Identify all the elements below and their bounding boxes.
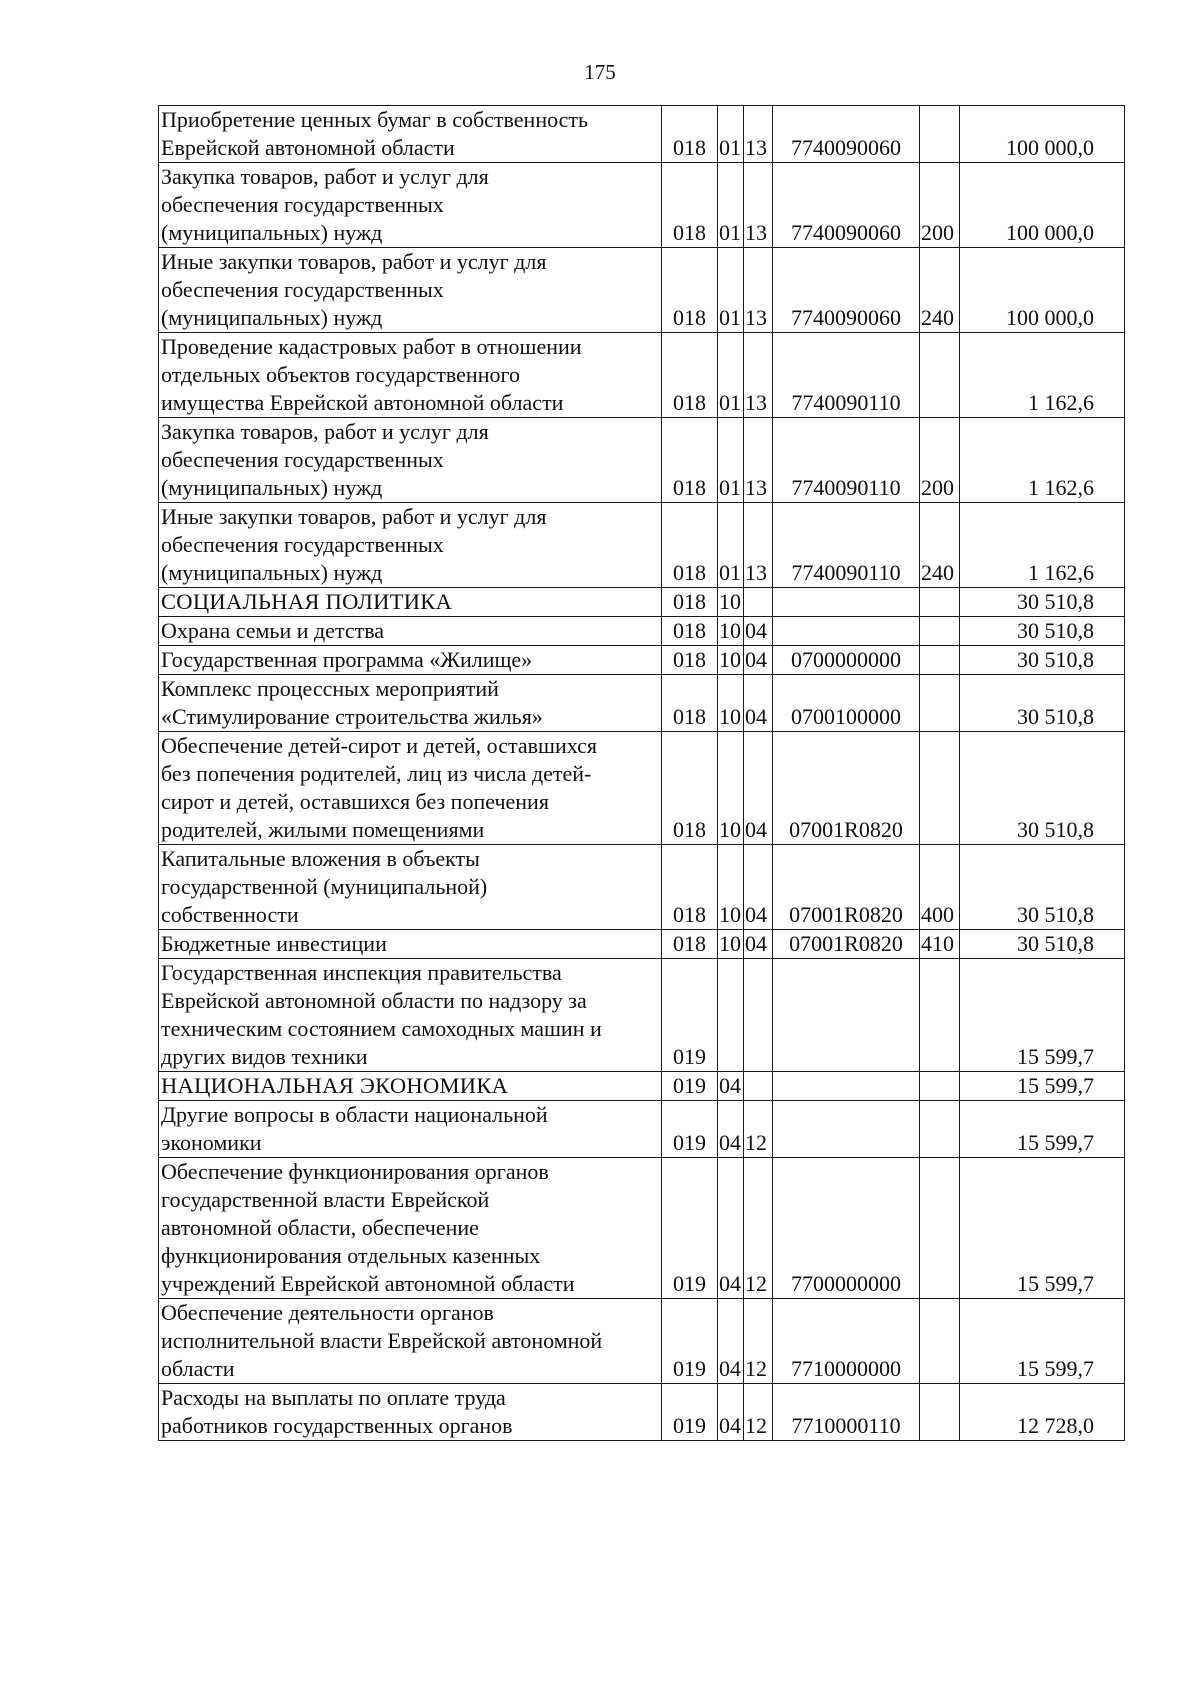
target-article-code-cell: 0700000000: [773, 646, 920, 675]
section-code-cell: 01: [718, 106, 744, 163]
amount-cell: 15 599,7: [960, 1158, 1125, 1299]
row-name-cell: Бюджетные инвестиции: [159, 930, 662, 959]
section-code-cell: 01: [718, 418, 744, 503]
row-name-cell: Обеспечение функционирования органов государственной власти Еврейской автономной области, обеспечение функционирования отдельных казенных учреждений Еврейской автономной области: [159, 1158, 662, 1299]
table-row: [159, 930, 1125, 959]
amount-cell: 30 510,8: [960, 845, 1125, 930]
admin-code-cell: 018: [662, 503, 718, 588]
section-code-cell: 10: [718, 646, 744, 675]
page-number: 175: [584, 60, 616, 84]
admin-code-cell: 018: [662, 675, 718, 732]
section-code-cell: 01: [718, 333, 744, 418]
section-code-cell: 10: [718, 845, 744, 930]
row-name-cell: Расходы на выплаты по оплате труда работников государственных органов: [159, 1384, 662, 1441]
admin-code-cell: 019: [662, 1101, 718, 1158]
row-name-cell: Капитальные вложения в объекты государственной (муниципальной) собственности: [159, 845, 662, 930]
subsection-code-cell: 04: [744, 675, 773, 732]
amount-cell: 12 728,0: [960, 1384, 1125, 1441]
expense-type-code-cell: [920, 1101, 960, 1158]
expense-type-code-cell: [920, 675, 960, 732]
expense-type-code-cell: [920, 106, 960, 163]
amount-cell: 100 000,0: [960, 248, 1125, 333]
expense-type-code-cell: 410: [920, 930, 960, 959]
subsection-code-cell: [744, 959, 773, 1072]
budget-table: [158, 105, 1125, 1441]
section-code-cell: 01: [718, 503, 744, 588]
row-name-cell: Государственная инспекция правительства Еврейской автономной области по надзору за техническим состоянием самоходных машин и других видов техники: [159, 959, 662, 1072]
expense-type-code-cell: [920, 1158, 960, 1299]
target-article-code-cell: [773, 588, 920, 617]
amount-cell: 30 510,8: [960, 588, 1125, 617]
amount-cell: 30 510,8: [960, 646, 1125, 675]
admin-code-cell: 018: [662, 646, 718, 675]
target-article-code-cell: [773, 617, 920, 646]
admin-code-cell: 019: [662, 1299, 718, 1384]
expense-type-code-cell: [920, 617, 960, 646]
target-article-code-cell: 7740090110: [773, 503, 920, 588]
admin-code-cell: 018: [662, 732, 718, 845]
table-row: [159, 418, 1125, 503]
expense-type-code-cell: 240: [920, 503, 960, 588]
section-row: [159, 588, 1125, 617]
table-row: [159, 675, 1125, 732]
row-name-cell: СОЦИАЛЬНАЯ ПОЛИТИКА: [159, 588, 662, 617]
expense-type-code-cell: [920, 1299, 960, 1384]
expense-type-code-cell: [920, 588, 960, 617]
admin-code-cell: 018: [662, 588, 718, 617]
subsection-code-cell: 04: [744, 617, 773, 646]
amount-cell: 30 510,8: [960, 617, 1125, 646]
table-row: [159, 503, 1125, 588]
amount-cell: 1 162,6: [960, 503, 1125, 588]
amount-cell: 15 599,7: [960, 1299, 1125, 1384]
section-row: [159, 1072, 1125, 1101]
target-article-code-cell: 07001R0820: [773, 845, 920, 930]
table-row: [159, 163, 1125, 248]
target-article-code-cell: 7710000110: [773, 1384, 920, 1441]
expense-type-code-cell: 200: [920, 418, 960, 503]
admin-code-cell: 019: [662, 1158, 718, 1299]
table-row: [159, 1384, 1125, 1441]
expense-type-code-cell: 200: [920, 163, 960, 248]
subsection-code-cell: 04: [744, 845, 773, 930]
table-row: [159, 1299, 1125, 1384]
expense-type-code-cell: [920, 1072, 960, 1101]
section-code-cell: 10: [718, 930, 744, 959]
admin-code-cell: 019: [662, 959, 718, 1072]
subsection-code-cell: 12: [744, 1299, 773, 1384]
admin-code-cell: 018: [662, 617, 718, 646]
expense-type-code-cell: [920, 732, 960, 845]
table-row: [159, 617, 1125, 646]
expense-type-code-cell: [920, 1384, 960, 1441]
admin-code-cell: 018: [662, 163, 718, 248]
row-name-cell: Комплекс процессных мероприятий «Стимулирование строительства жилья»: [159, 675, 662, 732]
table-row: [159, 248, 1125, 333]
expense-type-code-cell: [920, 959, 960, 1072]
table-row: [159, 646, 1125, 675]
target-article-code-cell: 7740090060: [773, 248, 920, 333]
table-row: [159, 959, 1125, 1072]
admin-code-cell: 018: [662, 106, 718, 163]
table-row: [159, 1101, 1125, 1158]
subsection-code-cell: [744, 588, 773, 617]
table-row: [159, 732, 1125, 845]
subsection-code-cell: 12: [744, 1101, 773, 1158]
budget-table-body: [159, 106, 1125, 1441]
amount-cell: 15 599,7: [960, 959, 1125, 1072]
expense-type-code-cell: 240: [920, 248, 960, 333]
subsection-code-cell: 04: [744, 930, 773, 959]
admin-code-cell: 018: [662, 333, 718, 418]
subsection-code-cell: 04: [744, 646, 773, 675]
subsection-code-cell: 13: [744, 418, 773, 503]
subsection-code-cell: 13: [744, 248, 773, 333]
section-code-cell: 04: [718, 1158, 744, 1299]
target-article-code-cell: [773, 1101, 920, 1158]
table-row: [159, 1158, 1125, 1299]
admin-code-cell: 018: [662, 930, 718, 959]
admin-code-cell: 019: [662, 1384, 718, 1441]
expense-type-code-cell: [920, 333, 960, 418]
target-article-code-cell: 7740090060: [773, 163, 920, 248]
section-code-cell: 10: [718, 675, 744, 732]
target-article-code-cell: 07001R0820: [773, 930, 920, 959]
section-code-cell: 04: [718, 1299, 744, 1384]
section-code-cell: 10: [718, 588, 744, 617]
subsection-code-cell: 13: [744, 503, 773, 588]
row-name-cell: Обеспечение деятельности органов исполнительной власти Еврейской автономной области: [159, 1299, 662, 1384]
row-name-cell: Проведение кадастровых работ в отношении отдельных объектов государственного имущества Еврейской автономной области: [159, 333, 662, 418]
section-code-cell: [718, 959, 744, 1072]
target-article-code-cell: [773, 959, 920, 1072]
amount-cell: 1 162,6: [960, 418, 1125, 503]
amount-cell: 100 000,0: [960, 106, 1125, 163]
admin-code-cell: 018: [662, 418, 718, 503]
target-article-code-cell: 7710000000: [773, 1299, 920, 1384]
target-article-code-cell: 7700000000: [773, 1158, 920, 1299]
row-name-cell: Иные закупки товаров, работ и услуг для обеспечения государственных (муниципальных) нужд: [159, 503, 662, 588]
target-article-code-cell: 7740090110: [773, 333, 920, 418]
target-article-code-cell: [773, 1072, 920, 1101]
subsection-code-cell: 13: [744, 163, 773, 248]
row-name-cell: НАЦИОНАЛЬНАЯ ЭКОНОМИКА: [159, 1072, 662, 1101]
expense-type-code-cell: 400: [920, 845, 960, 930]
amount-cell: 1 162,6: [960, 333, 1125, 418]
table-row: [159, 106, 1125, 163]
subsection-code-cell: 13: [744, 333, 773, 418]
amount-cell: 100 000,0: [960, 163, 1125, 248]
row-name-cell: Охрана семьи и детства: [159, 617, 662, 646]
subsection-code-cell: 13: [744, 106, 773, 163]
section-code-cell: 10: [718, 732, 744, 845]
row-name-cell: Закупка товаров, работ и услуг для обеспечения государственных (муниципальных) нужд: [159, 418, 662, 503]
table-row: [159, 333, 1125, 418]
subsection-code-cell: 12: [744, 1384, 773, 1441]
amount-cell: 15 599,7: [960, 1101, 1125, 1158]
amount-cell: 30 510,8: [960, 732, 1125, 845]
row-name-cell: Другие вопросы в области национальной экономики: [159, 1101, 662, 1158]
target-article-code-cell: 7740090110: [773, 418, 920, 503]
section-code-cell: 04: [718, 1101, 744, 1158]
amount-cell: 30 510,8: [960, 930, 1125, 959]
admin-code-cell: 018: [662, 845, 718, 930]
section-code-cell: 01: [718, 163, 744, 248]
row-name-cell: Закупка товаров, работ и услуг для обеспечения государственных (муниципальных) нужд: [159, 163, 662, 248]
target-article-code-cell: 0700100000: [773, 675, 920, 732]
subsection-code-cell: [744, 1072, 773, 1101]
row-name-cell: Государственная программа «Жилище»: [159, 646, 662, 675]
admin-code-cell: 019: [662, 1072, 718, 1101]
expense-type-code-cell: [920, 646, 960, 675]
section-code-cell: 04: [718, 1384, 744, 1441]
section-code-cell: 04: [718, 1072, 744, 1101]
section-code-cell: 10: [718, 617, 744, 646]
target-article-code-cell: 07001R0820: [773, 732, 920, 845]
subsection-code-cell: 04: [744, 732, 773, 845]
amount-cell: 30 510,8: [960, 675, 1125, 732]
amount-cell: 15 599,7: [960, 1072, 1125, 1101]
row-name-cell: Приобретение ценных бумаг в собственность Еврейской автономной области: [159, 106, 662, 163]
table-row: [159, 845, 1125, 930]
row-name-cell: Иные закупки товаров, работ и услуг для обеспечения государственных (муниципальных) нужд: [159, 248, 662, 333]
admin-code-cell: 018: [662, 248, 718, 333]
section-code-cell: 01: [718, 248, 744, 333]
row-name-cell: Обеспечение детей-сирот и детей, оставшихся без попечения родителей, лиц из числа детей- сирот и детей, оставшихся без попечения родителей, жилыми помещениями: [159, 732, 662, 845]
subsection-code-cell: 12: [744, 1158, 773, 1299]
target-article-code-cell: 7740090060: [773, 106, 920, 163]
